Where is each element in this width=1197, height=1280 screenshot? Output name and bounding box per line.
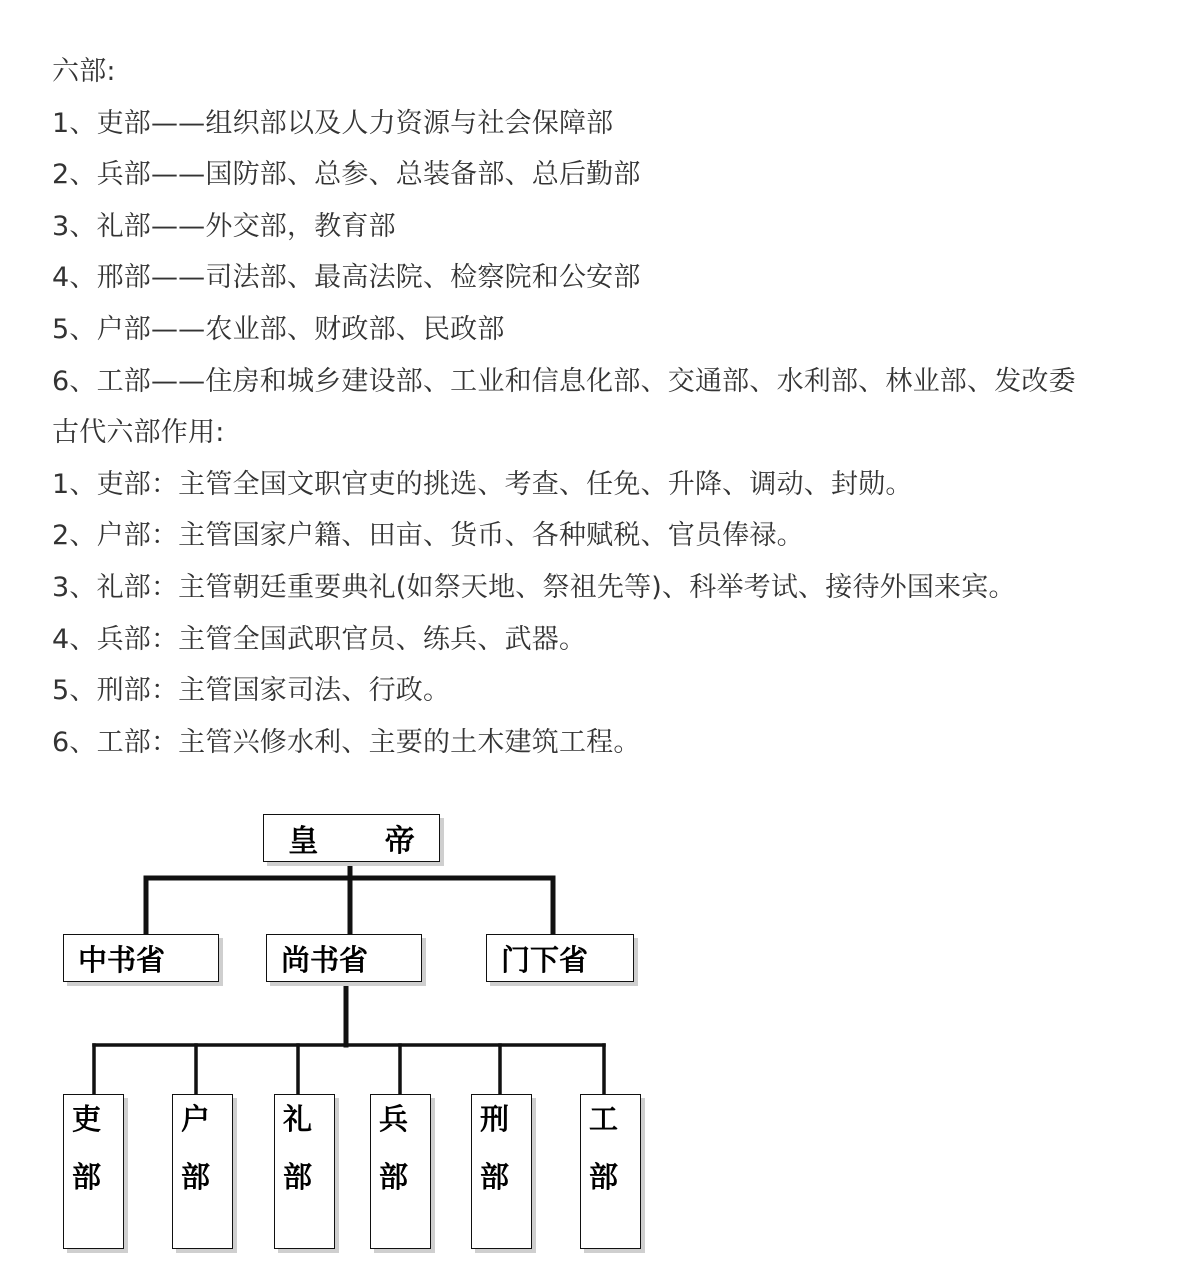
dept-char-2-top: 户 — [181, 1102, 211, 1136]
dept-char-1-bottom: 部 — [72, 1160, 102, 1194]
mapping-line-xingbu: 4、邢部——司法部、最高法院、检察院和公安部 — [52, 262, 641, 294]
dept-box-6 — [580, 1094, 641, 1249]
mapping-line-gongbu: 6、工部——住房和城乡建设部、工业和信息化部、交通部、水利部、林业部、发改委 — [52, 365, 1076, 397]
heading-six-ministries: 六部: — [52, 56, 116, 87]
function-line-gongbu: 6、工部：主管兴修水利、主要的土木建筑工程。 — [52, 726, 641, 758]
menxia-label: 门下省 — [501, 942, 589, 977]
dept-char-5-top: 刑 — [480, 1102, 510, 1136]
mapping-line-bingbu: 2、兵部——国防部、总参、总装备部、总后勤部 — [52, 159, 641, 191]
function-line-hubu: 2、户部：主管国家户籍、田亩、货币、各种赋税、官员俸禄。 — [52, 520, 804, 552]
emperor-label: 皇 帝 — [288, 824, 443, 859]
dept-char-3-top: 礼 — [283, 1102, 313, 1136]
dept-char-2-bottom: 部 — [181, 1160, 211, 1194]
dept-box-3 — [274, 1094, 335, 1249]
dept-char-6-top: 工 — [589, 1102, 619, 1136]
emperor-box — [263, 814, 443, 862]
dept-char-4-top: 兵 — [379, 1102, 409, 1136]
dept-char-3-bottom: 部 — [283, 1160, 313, 1194]
function-line-libu-rites: 3、礼部：主管朝廷重要典礼(如祭天地、祭祖先等)、科举考试、接待外国来宾。 — [52, 571, 1016, 603]
function-line-libu: 1、吏部：主管全国文职官吏的挑选、考查、任免、升降、调动、封勋。 — [52, 468, 913, 500]
menxia-box — [486, 934, 634, 982]
dept-char-4-bottom: 部 — [379, 1160, 409, 1194]
zhongshu-box — [63, 934, 219, 982]
dept-char-6-bottom: 部 — [589, 1160, 619, 1194]
mapping-line-hubu: 5、户部——农业部、财政部、民政部 — [52, 313, 505, 345]
dept-box-5 — [471, 1094, 532, 1249]
dept-char-1-top: 吏 — [72, 1102, 102, 1136]
dept-box-4 — [370, 1094, 431, 1249]
dept-char-5-bottom: 部 — [480, 1160, 510, 1194]
mapping-line-libu: 1、吏部——组织部以及人力资源与社会保障部 — [52, 107, 614, 139]
function-line-bingbu: 4、兵部：主管全国武职官员、练兵、武器。 — [52, 623, 587, 655]
zhongshu-label: 中书省 — [78, 942, 166, 977]
shangshu-label: 尚书省 — [281, 942, 369, 977]
function-line-xingbu: 5、刑部：主管国家司法、行政。 — [52, 675, 451, 707]
mapping-line-libu-rites: 3、礼部——外交部，教育部 — [52, 210, 396, 242]
dept-box-1 — [63, 1094, 124, 1249]
heading-ancient-functions: 古代六部作用: — [52, 417, 225, 449]
dept-box-2 — [172, 1094, 233, 1249]
shangshu-box — [266, 934, 422, 982]
